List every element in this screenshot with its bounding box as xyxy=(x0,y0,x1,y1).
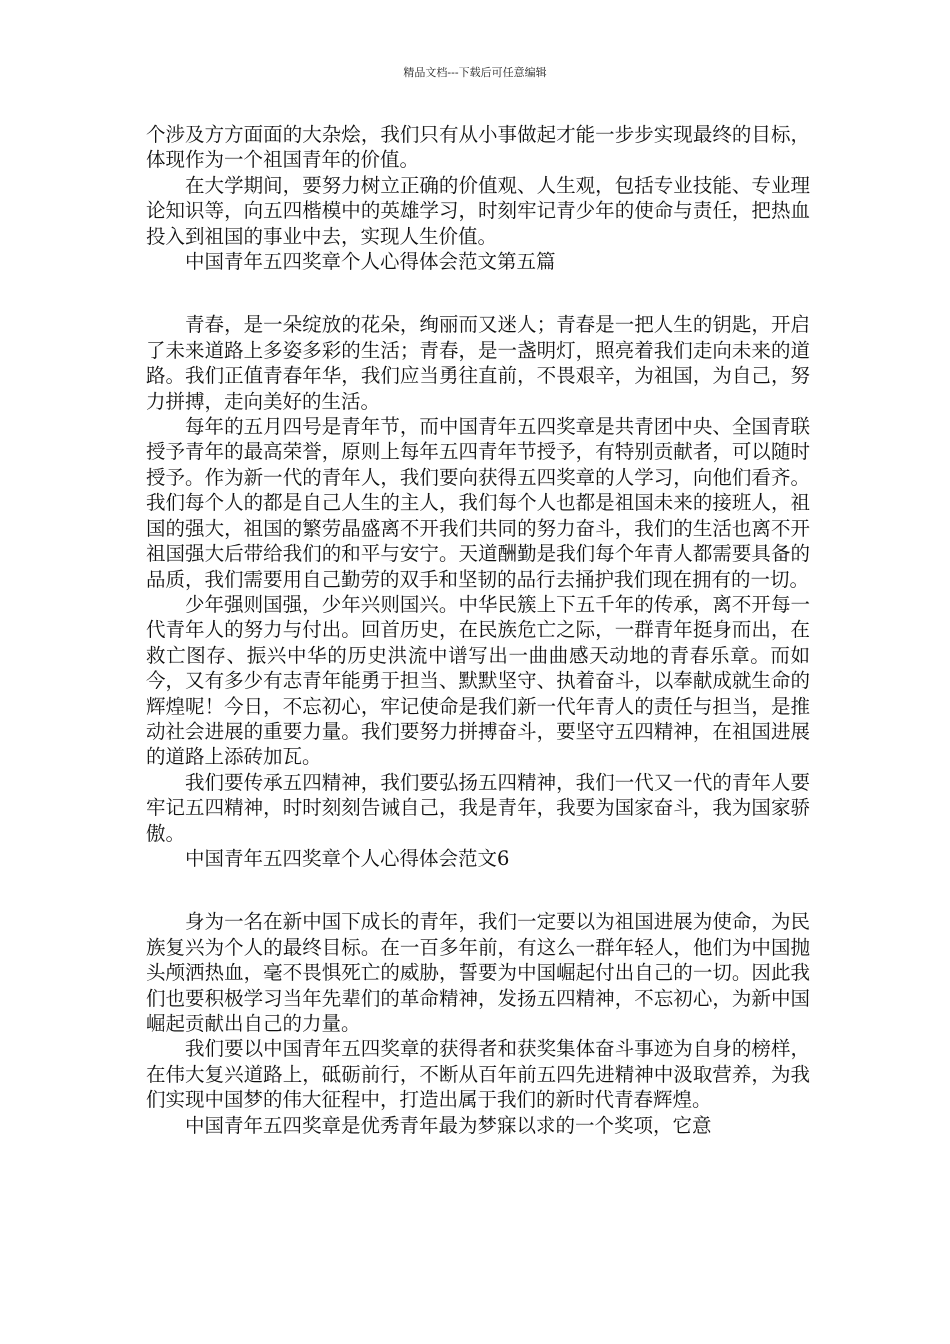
section-heading-5: 中国青年五四奖章个人心得体会范文第五篇 xyxy=(185,250,556,274)
paragraph-new-china: 身为一名在新中国下成长的青年，我们一定要以为祖国进展为使命，为民族复兴为个人的最终目标。在一百多年前，有这么一群年轻人，他们为中国抛头颅洒热血，毫不畏惧死亡的威胁，誓要为中国崛起付出自己的一切。因此我们也要积极学习当年先辈们的革命精神，发扬五四精神，不忘初心，为新中国崛起贡献出自己的力量。 xyxy=(146,910,810,1035)
section-gap xyxy=(146,871,810,909)
section-gap xyxy=(146,274,810,312)
paragraph-may-fourth: 每年的五月四号是青年节，而中国青年五四奖章是共青团中央、全国青联授予青年的最高荣誉，原则上每年五四青年节授予，有特别贡献者，可以随时授予。作为新一代的青年人，我们要向获得五四奖章的人学习，向他们看齐。我们每个人的都是自己人生的主人，我们每个人也都是祖国未来的接班人，祖国的强大，祖国的繁劳晶盛离不开我们共同的努力奋斗，我们的生活也离不开祖国强大后带给我们的和平与安宁。天道酬勤是我们每个年青人都需要具备的品质，我们需要用自己勤劳的双手和坚韧的品行去捅护我们现在拥有的一切。 xyxy=(146,415,810,591)
section-heading-6: 中国青年五四奖章个人心得体会范文6 xyxy=(185,846,510,870)
paragraph-inherit-spirit: 我们要传承五四精神，我们要弘扬五四精神，我们一代又一代的青年人要牢记五四精神，时时刻刻告诫自己，我是青年，我要为国家奋斗，我为国家骄傲。 xyxy=(146,770,810,845)
paragraph-strong-youth: 少年强则国强，少年兴则国兴。中华民簇上下五千年的传承，离不开每一代青年人的努力与付出。回首历史，在民族危亡之际，一群青年挺身而出，在救亡图存、振兴中华的历史洪流中谱写出一曲曲感天动地的青春乐章。而如今，又有多少有志青年能勇于担当、默默坚守、执着奋斗，以奉献成就生命的辉煌呢！今日，不忘初心，牢记使命是我们新一代年青人的责任与担当，是推动社会进展的重要力量。我们要努力拼搏奋斗，要坚守五四精神，在祖国进展的道路上添砖加瓦。 xyxy=(146,592,810,769)
paragraph-role-model: 我们要以中国青年五四奖章的获得者和获奖集体奋斗事迹为自身的榜样，在伟大复兴道路上，砥砺前行，不断从百年前五四先进精神中汲取营养，为我们实现中国梦的伟大征程中，打造出属于我们的新时代青春辉煌。 xyxy=(146,1037,810,1112)
document-body xyxy=(146,122,810,1138)
page-header: 精品文档---下载后可任意编辑 xyxy=(403,66,547,79)
paragraph-university: 在大学期间，要努力树立正确的价值观、人生观，包括专业技能、专业理论知识等，向五四楷模中的英雄学习，时刻牢记青少年的使命与责任，把热血投入到祖国的事业中去，实现人生价值。 xyxy=(146,173,810,248)
paragraph-youth: 青春，是一朵绽放的花朵，绚丽而又迷人；青春是一把人生的钥匙，开启了未来道路上多姿多彩的生活；青春，是一盏明灯，照亮着我们走向未来的道路。我们正值青春年华，我们应当勇往直前，不畏艰辛，为祖国，为自己，努力拼搏，走向美好的生活。 xyxy=(146,313,810,413)
paragraph-continuation: 个涉及方方面面的大杂烩，我们只有从小事做起才能一步步实现最终的目标，体现作为一个祖国青年的价值。 xyxy=(146,123,810,172)
paragraph-award: 中国青年五四奖章是优秀青年最为梦寐以求的一个奖项，它意 xyxy=(185,1113,712,1137)
